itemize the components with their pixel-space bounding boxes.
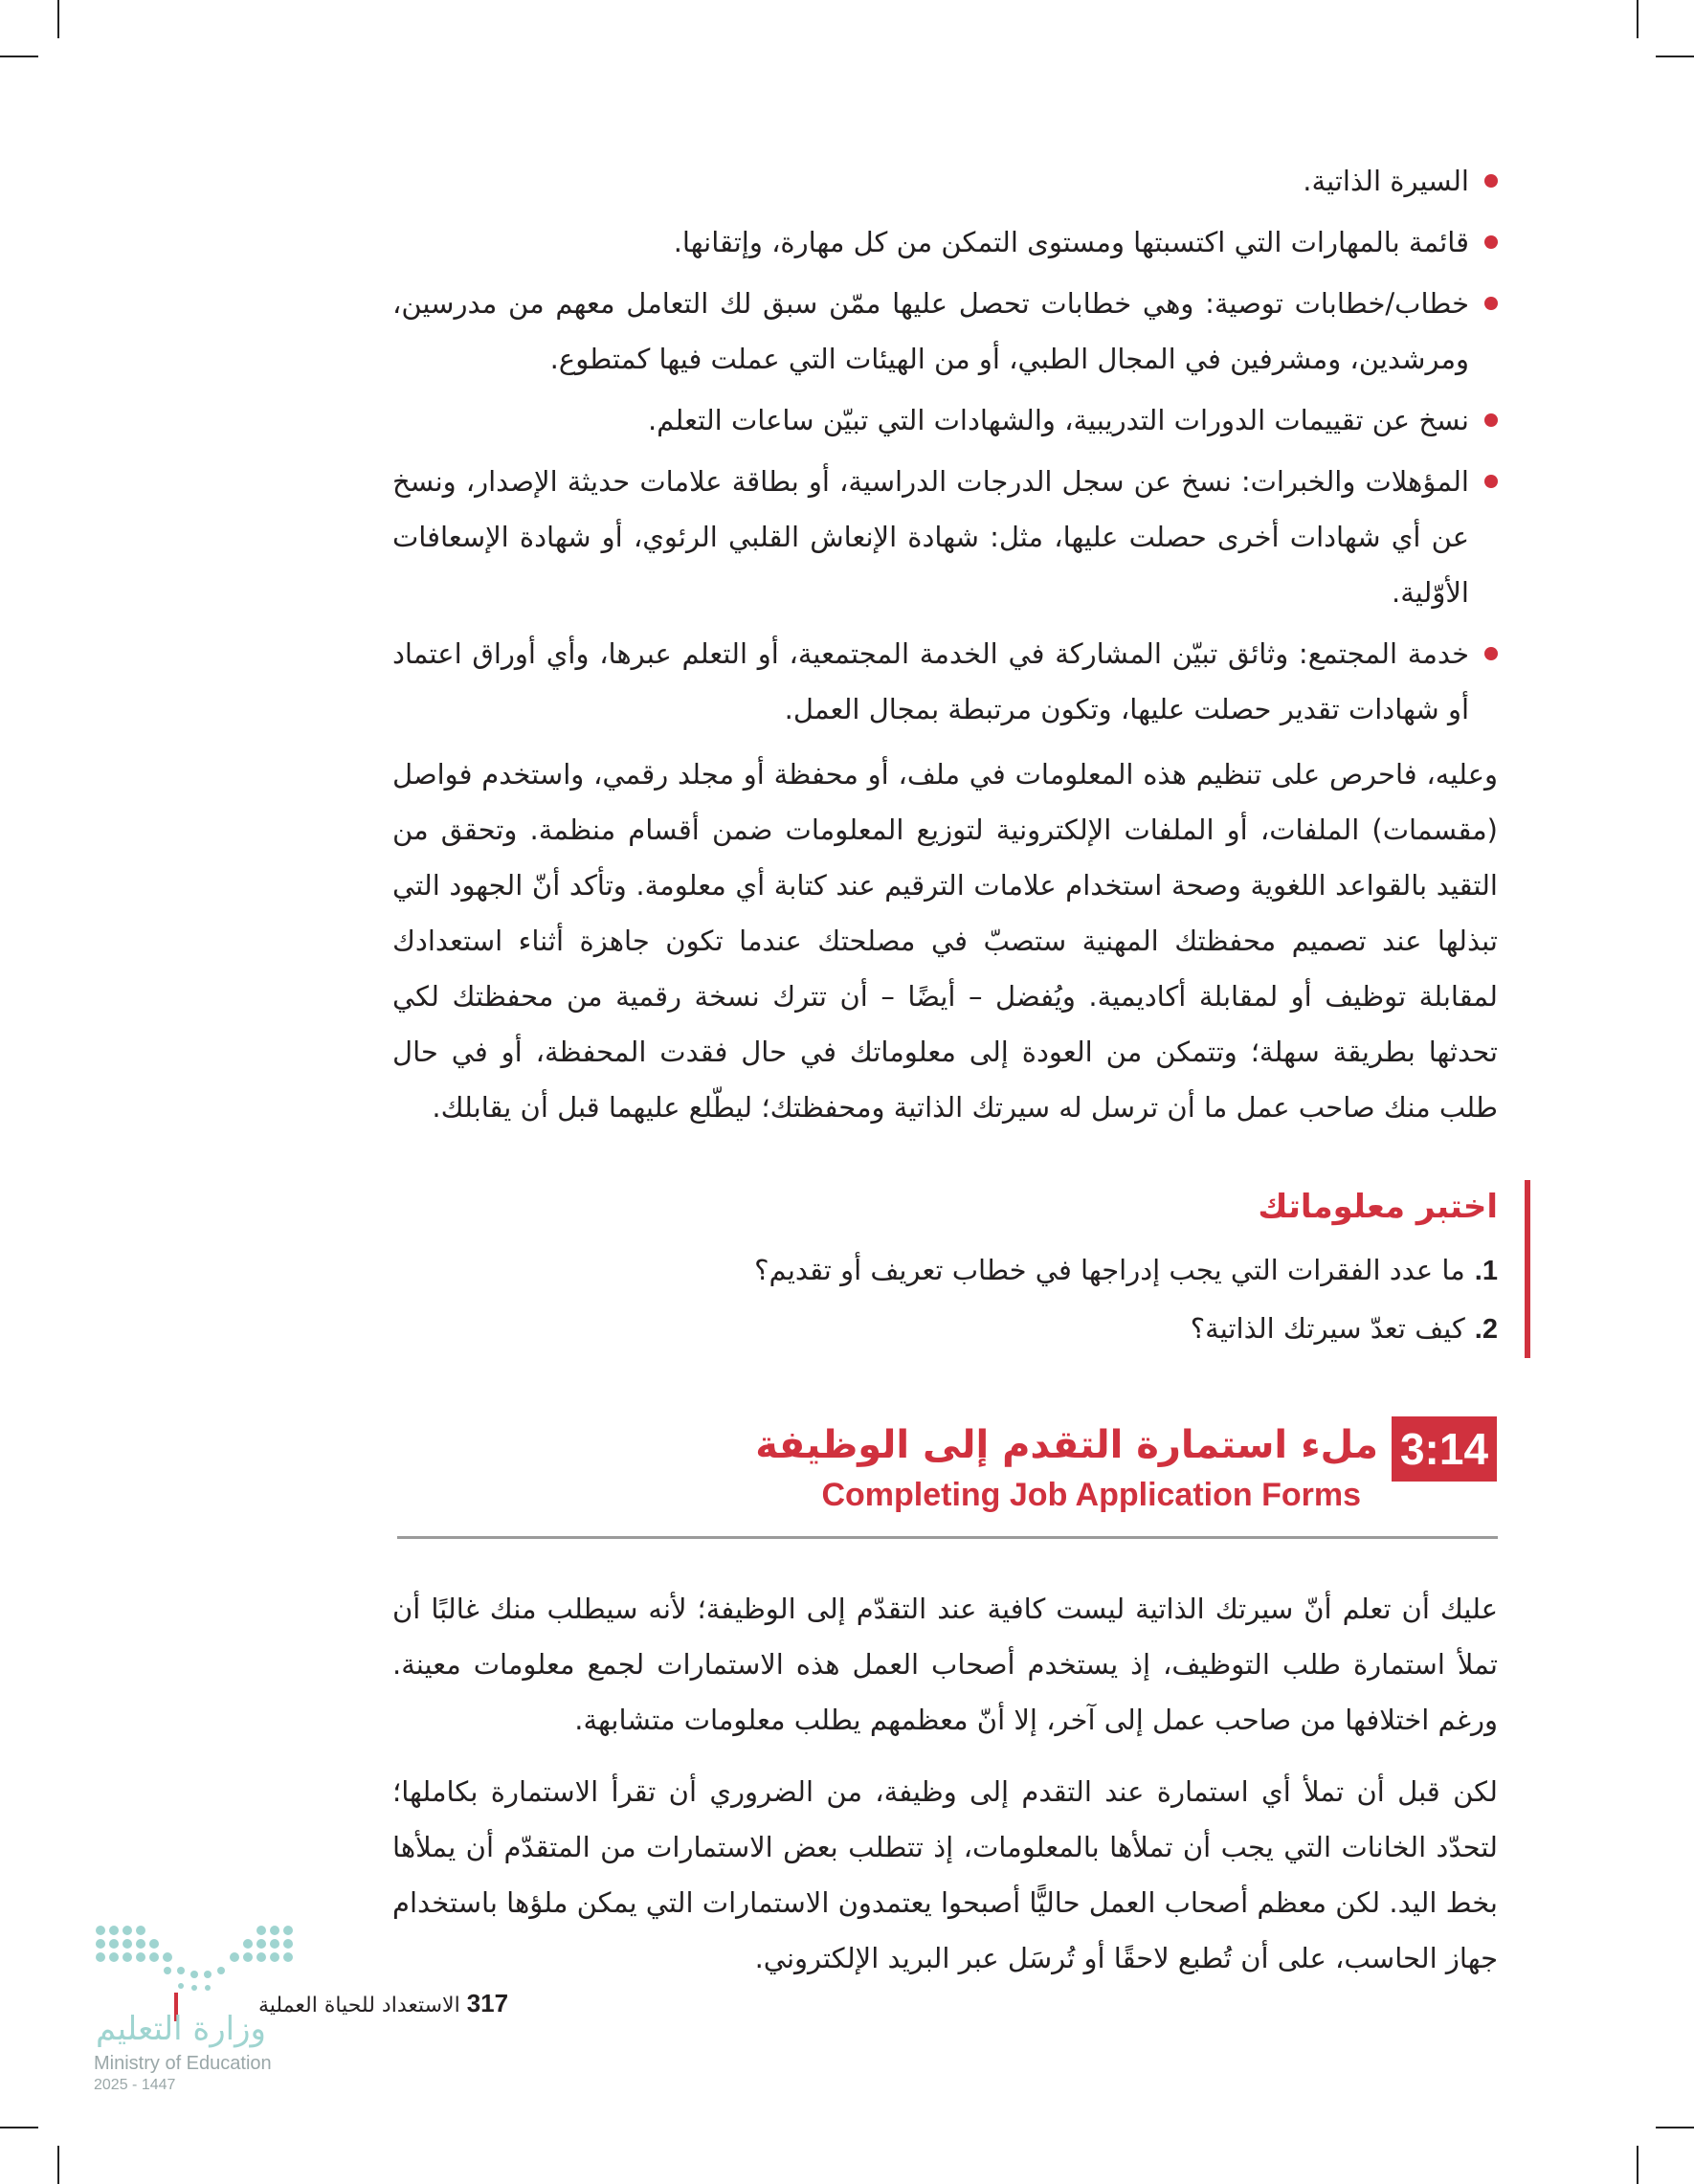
logo-year: 2025 - 1447 xyxy=(94,2077,176,2093)
crop-mark xyxy=(1656,2127,1694,2128)
body-paragraph: عليك أن تعلم أنّ سيرتك الذاتية ليست كافية عند التقدّم إلى الوظيفة؛ لأنه سيطلب منك غالبًا أن تملأ استمارة طلب التوظيف، إذ يستخدم أصحاب العمل هذه الاستمارات لجمع معلومات معينة. ورغم اختلافها من صاحب عمل إلى آخر، إلا أنّ معظمهم يطلب معلومات متشابهة. xyxy=(392,1593,1498,1736)
list-item: السيرة الذاتية. xyxy=(392,153,1498,209)
crop-mark xyxy=(1637,2146,1638,2184)
bullet-icon xyxy=(1484,647,1498,660)
section-divider xyxy=(397,1536,1498,1539)
logo-name-ar: وزارة التعليم xyxy=(96,2010,266,2048)
bullet-icon xyxy=(1484,235,1498,249)
list-item: نسخ عن تقييمات الدورات التدريبية، والشهادات التي تبيّن ساعات التعلم. xyxy=(392,392,1498,448)
section-number: 3:14 xyxy=(1392,1416,1497,1482)
crop-mark xyxy=(1637,0,1638,38)
bullet-icon xyxy=(1484,174,1498,188)
list-item: المؤهلات والخبرات: نسخ عن سجل الدرجات الدراسية، أو بطاقة علامات حديثة الإصدار، ونسخ عن أي شهادات أخرى حصلت عليها، مثل: شهادة الإنعاش القلبي الرئوي، أو شهادة الإسعافات الأوّلية. xyxy=(392,454,1498,620)
logo-name-en: Ministry of Education xyxy=(94,2053,272,2074)
list-item: خطاب/خطابات توصية: وهي خطابات تحصل عليها ممّن سبق لك التعامل معهم من مدرسين، ومرشدين، ومشرفين في المجال الطبي، أو من الهيئات التي عملت فيها كمتطوع. xyxy=(392,276,1498,387)
crop-mark xyxy=(57,2146,59,2184)
crop-mark xyxy=(1656,56,1694,57)
section-title-ar: ملء استمارة التقدم إلى الوظيفة xyxy=(755,1423,1378,1467)
quiz-title: اختبر معلوماتك xyxy=(1258,1188,1498,1226)
quiz-question: 2.كيف تعدّ سيرتك الذاتية؟ xyxy=(1190,1312,1498,1345)
book-title: الاستعداد للحياة العملية xyxy=(258,1994,460,2017)
crop-mark xyxy=(0,2127,38,2128)
section-title-en: Completing Job Application Forms xyxy=(821,1477,1361,1513)
crop-mark xyxy=(57,0,59,38)
page-number: 317 xyxy=(466,1989,509,2017)
bullet-icon xyxy=(1484,475,1498,488)
crop-mark xyxy=(0,56,38,57)
list-item: قائمة بالمهارات التي اكتسبتها ومستوى التمكن من كل مهارة، وإتقانها. xyxy=(392,214,1498,270)
ministry-logo-icon xyxy=(91,1919,301,2005)
list-item: خدمة المجتمع: وثائق تبيّن المشاركة في الخدمة المجتمعية، أو التعلم عبرها، وأي أوراق اعتماد أو شهادات تقدير حصلت عليها، وتكون مرتبطة بمجال العمل. xyxy=(392,626,1498,737)
body-paragraph: وعليه، فاحرص على تنظيم هذه المعلومات في ملف، أو محفظة أو مجلد رقمي، واستخدم فواصل (مقسمات) الملفات، أو الملفات الإلكترونية لتوزيع المعلومات ضمن أقسام منظمة. وتحقق من التقيد بالقواعد اللغوية وصحة استخدام علامات الترقيم عند كتابة أي معلومة. وتأكد أنّ الجهود التي تبذلها عند تصميم محفظتك المهنية ستصبّ في مصلحتك عندما تكون جاهزة أثناء استعدادك لمقابلة توظيف أو لمقابلة أكاديمية. ويُفضل – أيضًا – أن تترك نسخة رقمية من محفظتك لكي تحدثها بطريقة سهلة؛ وتتمكن من العودة إلى معلوماتك في حال فقدت المحفظة، أو في حال طلب منك صاحب عمل ما أن ترسل له سيرتك الذاتية ومحفظتك؛ ليطّلع عليهما قبل أن يقابلك. xyxy=(392,758,1498,1124)
bullet-icon xyxy=(1484,413,1498,427)
body-paragraph: لكن قبل أن تملأ أي استمارة عند التقدم إلى وظيفة، من الضروري أن تقرأ الاستمارة بكاملها؛ لتحدّد الخانات التي يجب أن تملأها بالمعلومات، إذ تتطلب بعض الاستمارات من المتقدّم أن يملأها بخط اليد. لكن معظم أصحاب العمل حاليًّا أصبحوا يعتمدون الاستمارات التي يمكن ملؤها باستخدام جهاز الحاسب، على أن تُطبع لاحقًا أو تُرسَل عبر البريد الإلكتروني. xyxy=(392,1775,1498,1974)
bullet-icon xyxy=(1484,297,1498,310)
quiz-question: 1.ما عدد الفقرات التي يجب إدراجها في خطاب تعريف أو تقديم؟ xyxy=(754,1254,1498,1286)
portfolio-bullet-list xyxy=(392,153,1498,743)
quiz-box xyxy=(670,1180,1530,1358)
